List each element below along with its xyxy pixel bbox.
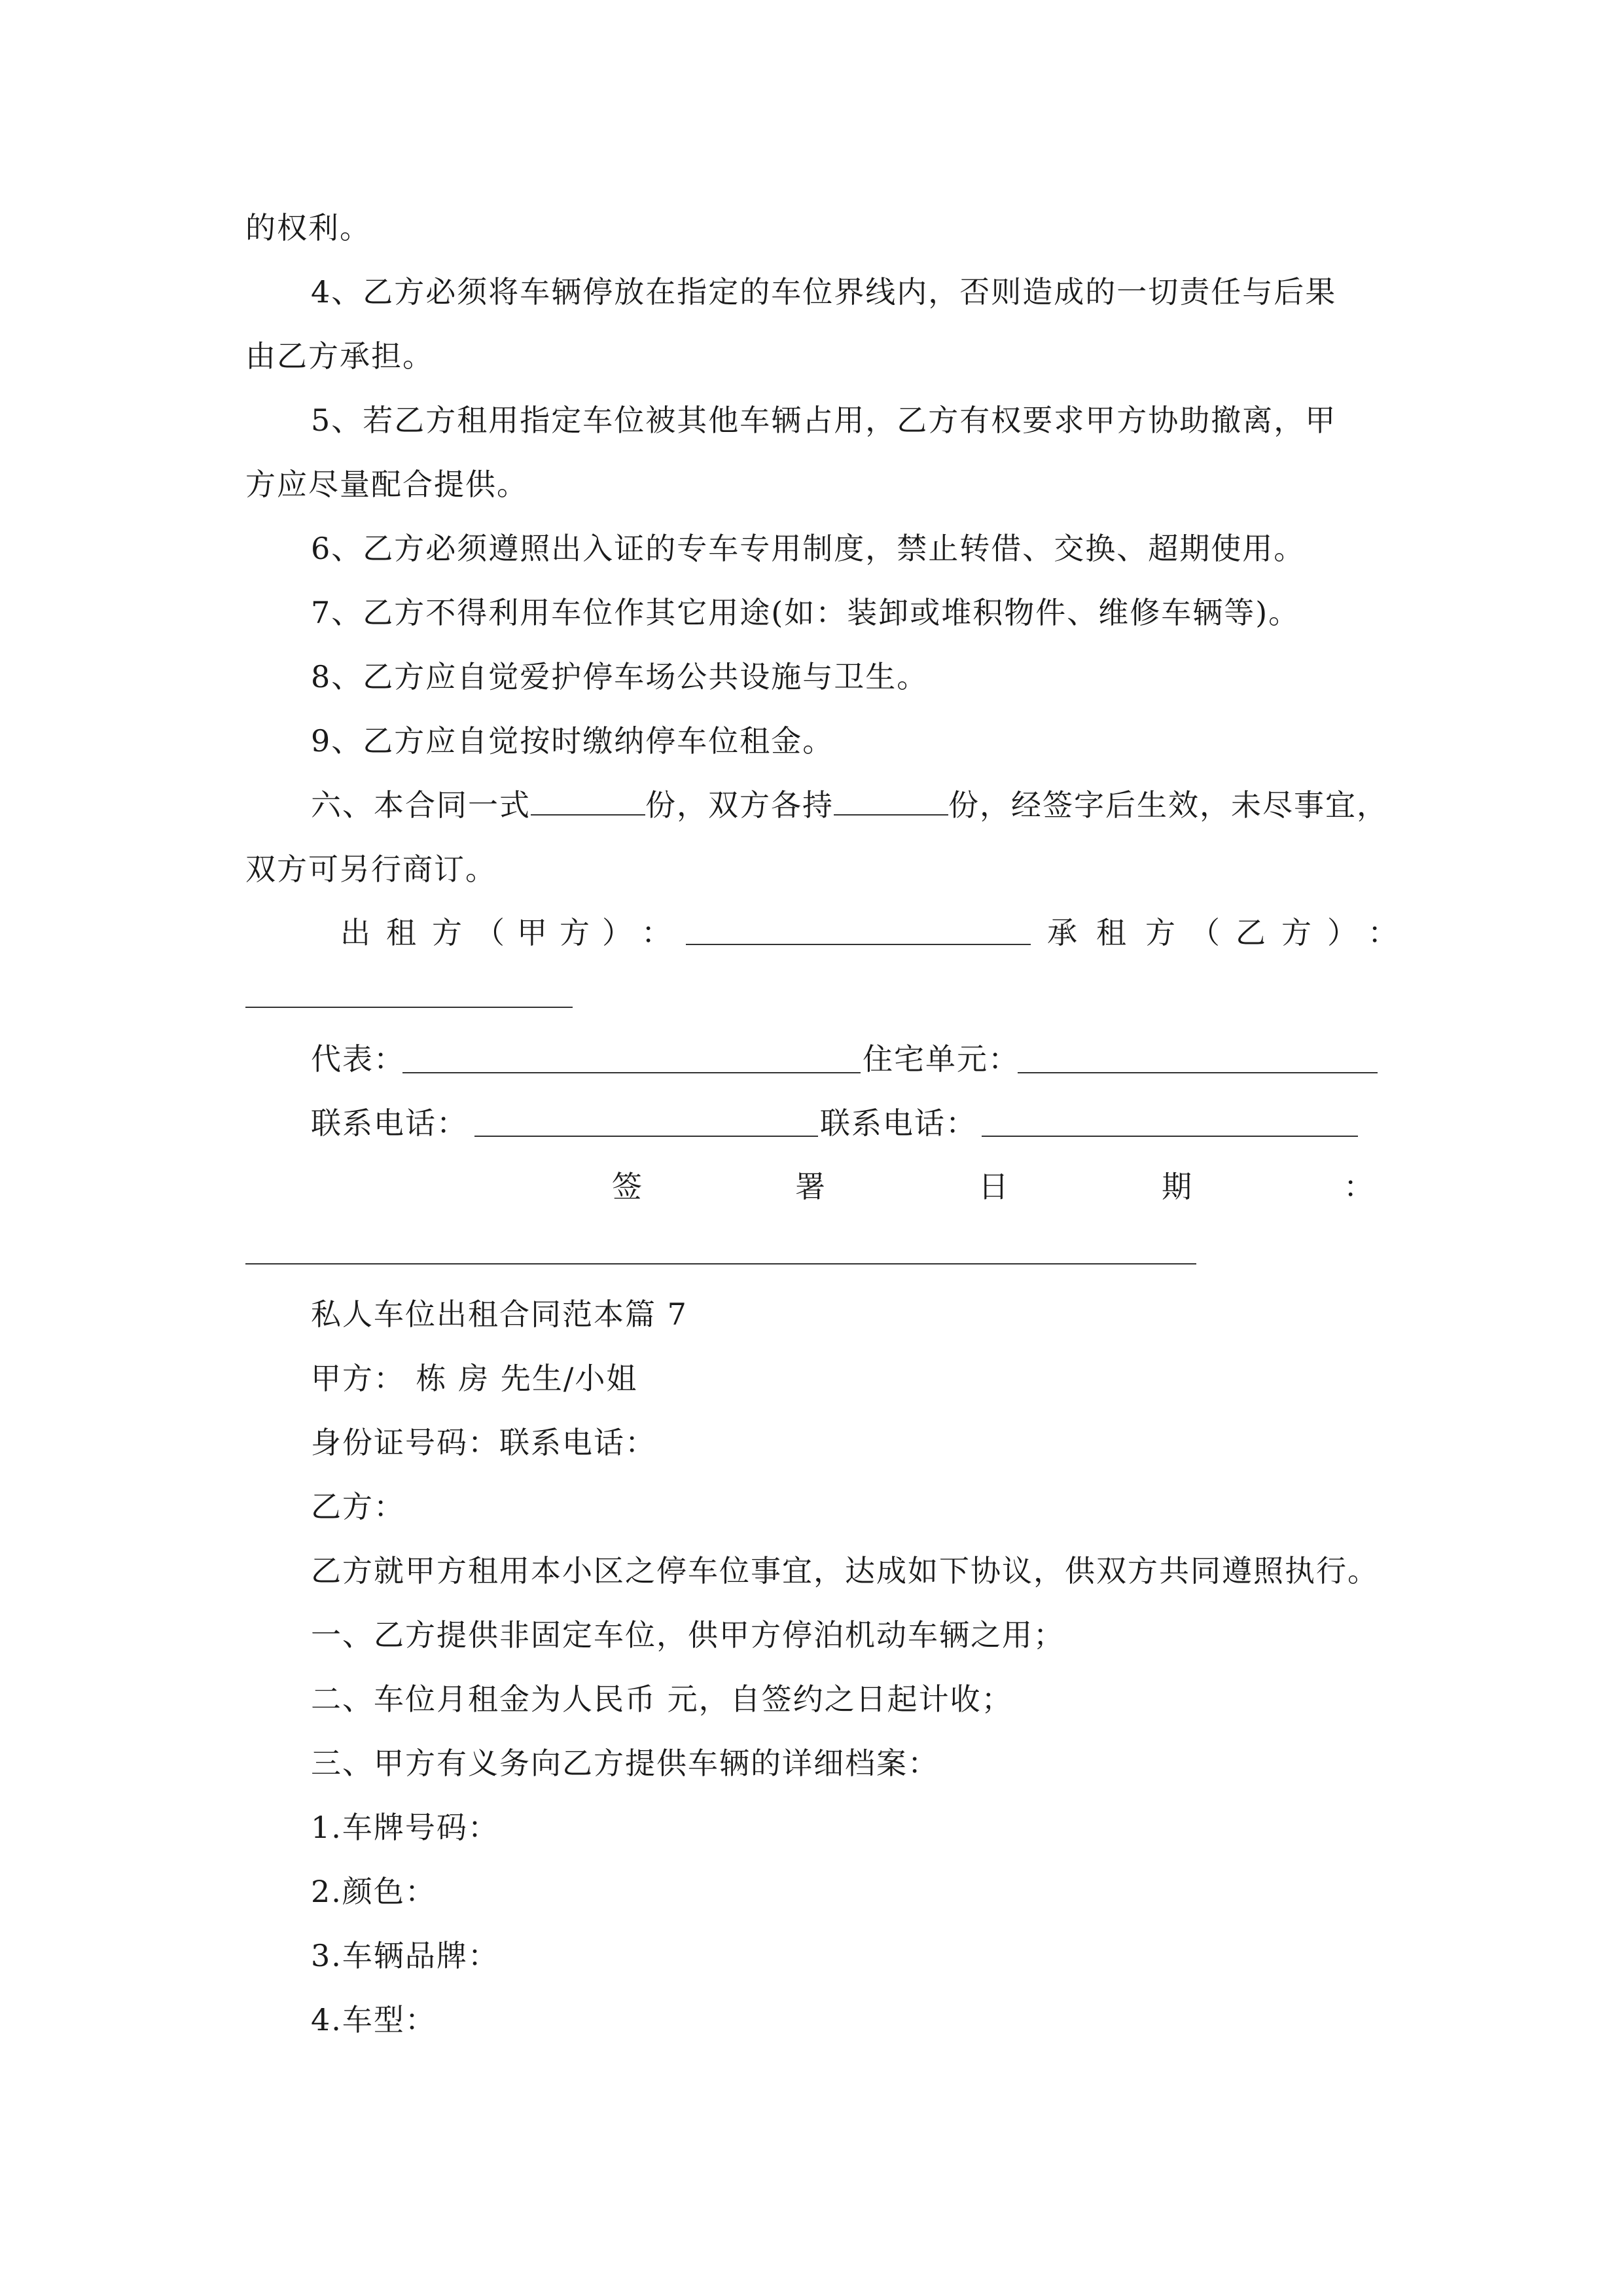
clause-7: 7、乙方不得利用车位作其它用途(如：装卸或堆积物件、维修车辆等)。: [311, 595, 1300, 630]
field-color: 2.颜色：: [311, 1874, 437, 1909]
each-holds-blank[interactable]: [834, 785, 948, 816]
id-phone-line: 身份证号码：联系电话：: [311, 1425, 656, 1460]
signing-date-line[interactable]: [245, 1263, 1196, 1265]
clause-one: 一、乙方提供非固定车位，供甲方停泊机动车辆之用；: [311, 1617, 1065, 1653]
field-brand: 3.车辆品牌：: [311, 1938, 499, 1973]
clause-six: [311, 785, 1388, 825]
clause-six-part2: 份，双方各持: [645, 787, 834, 823]
clause-three: 三、甲方有义务向乙方提供车辆的详细档案：: [311, 1746, 939, 1781]
clause-6: 6、乙方必须遵照出入证的专车专用制度，禁止转借、交换、超期使用。: [311, 531, 1306, 566]
clause-two: 二、车位月租金为人民币 元，自签约之日起计收；: [311, 1681, 1013, 1717]
lessor-phone-label: 联系电话：: [311, 1105, 468, 1141]
text-line: 由乙方承担。: [245, 338, 434, 374]
lessor-signature-line[interactable]: [686, 944, 1031, 945]
clause-4: 4、乙方必须将车辆停放在指定的车位界线内，否则造成的一切责任与后果: [311, 274, 1337, 310]
clause-six-part3: 份，经签字后生效，未尽事宜，: [948, 787, 1388, 823]
residential-unit-label: 住宅单元：: [863, 1041, 1020, 1077]
lessee-phone-blank[interactable]: [982, 1136, 1358, 1137]
field-plate-number: 1.车牌号码：: [311, 1810, 499, 1845]
text-line: 的权利。: [245, 210, 371, 245]
clause-5: 5、若乙方租用指定车位被其他车辆占用，乙方有权要求甲方协助撤离，甲: [311, 403, 1337, 438]
lessee-phone-label: 联系电话：: [820, 1105, 977, 1141]
section-heading: 私人车位出租合同范本篇 7: [311, 1297, 688, 1332]
clause-8: 8、乙方应自觉爱护停车场公共设施与卫生。: [311, 659, 929, 694]
clause-six-part1: 六、本合同一式: [311, 787, 531, 823]
representative-label: 代表：: [311, 1041, 405, 1077]
lessee-signature-line[interactable]: [245, 1007, 573, 1008]
text-line: 方应尽量配合提供。: [245, 467, 528, 502]
party-a: 甲方： 栋 房 先生/小姐: [311, 1361, 638, 1396]
document-page: 的权利。 4、乙方必须将车辆停放在指定的车位界线内，否则造成的一切责任与后果 由乙方承担。 5、若乙方租用指定车位被其他车辆占用，乙方有权要求甲方协助撤离，甲 方应尽量配合提供。 6、乙方必须遵照出入证的专车专用制度，禁止转借、交换、超期使用。 7、乙方不得利用车位作其它用途(如：装卸或堆积物件、维修车辆等)。 8、乙方应自觉爱护停车场公共设施与卫生。 9、乙方应自觉按时缴纳停车位租金。 六、本合同一式 份，双方各持 份，经签字后生效，未尽事宜， 双方可另行商订。 出 租 方 （ 甲 方 ） ： 承 租 方 （ 乙 方 ） ： 代表： 住宅单元： 联系电话： 联系电话： 签 署 日 期 ： 私人车位出租合同范本篇 7 甲方： 栋 房 先生/小姐 身份证号码：联系电话： 乙方： 乙方就甲方租用本小区之停车位事宜，达成如下协议，供双方共同遵照执行。 一、乙方提供非固定车位，供甲方停泊机动车辆之用； 二、车位月租金为人民币 元，自签约之日起计收； 三、甲方有义务向乙方提供车辆的详细档案： 1.车牌号码： 2.颜色： 3.车辆品牌： 4.车型：: [0, 0, 1623, 2296]
party-b: 乙方：: [311, 1489, 405, 1524]
residential-unit-blank[interactable]: [1018, 1072, 1378, 1073]
field-model: 4.车型：: [311, 2002, 437, 2037]
text-line: 双方可另行商订。: [245, 852, 497, 887]
representative-blank[interactable]: [402, 1072, 861, 1073]
copies-blank[interactable]: [531, 785, 645, 816]
clause-9: 9、乙方应自觉按时缴纳停车位租金。: [311, 723, 834, 759]
lessor-phone-blank[interactable]: [474, 1136, 818, 1137]
intro-paragraph: 乙方就甲方租用本小区之停车位事宜，达成如下协议，供双方共同遵照执行。: [311, 1553, 1379, 1588]
